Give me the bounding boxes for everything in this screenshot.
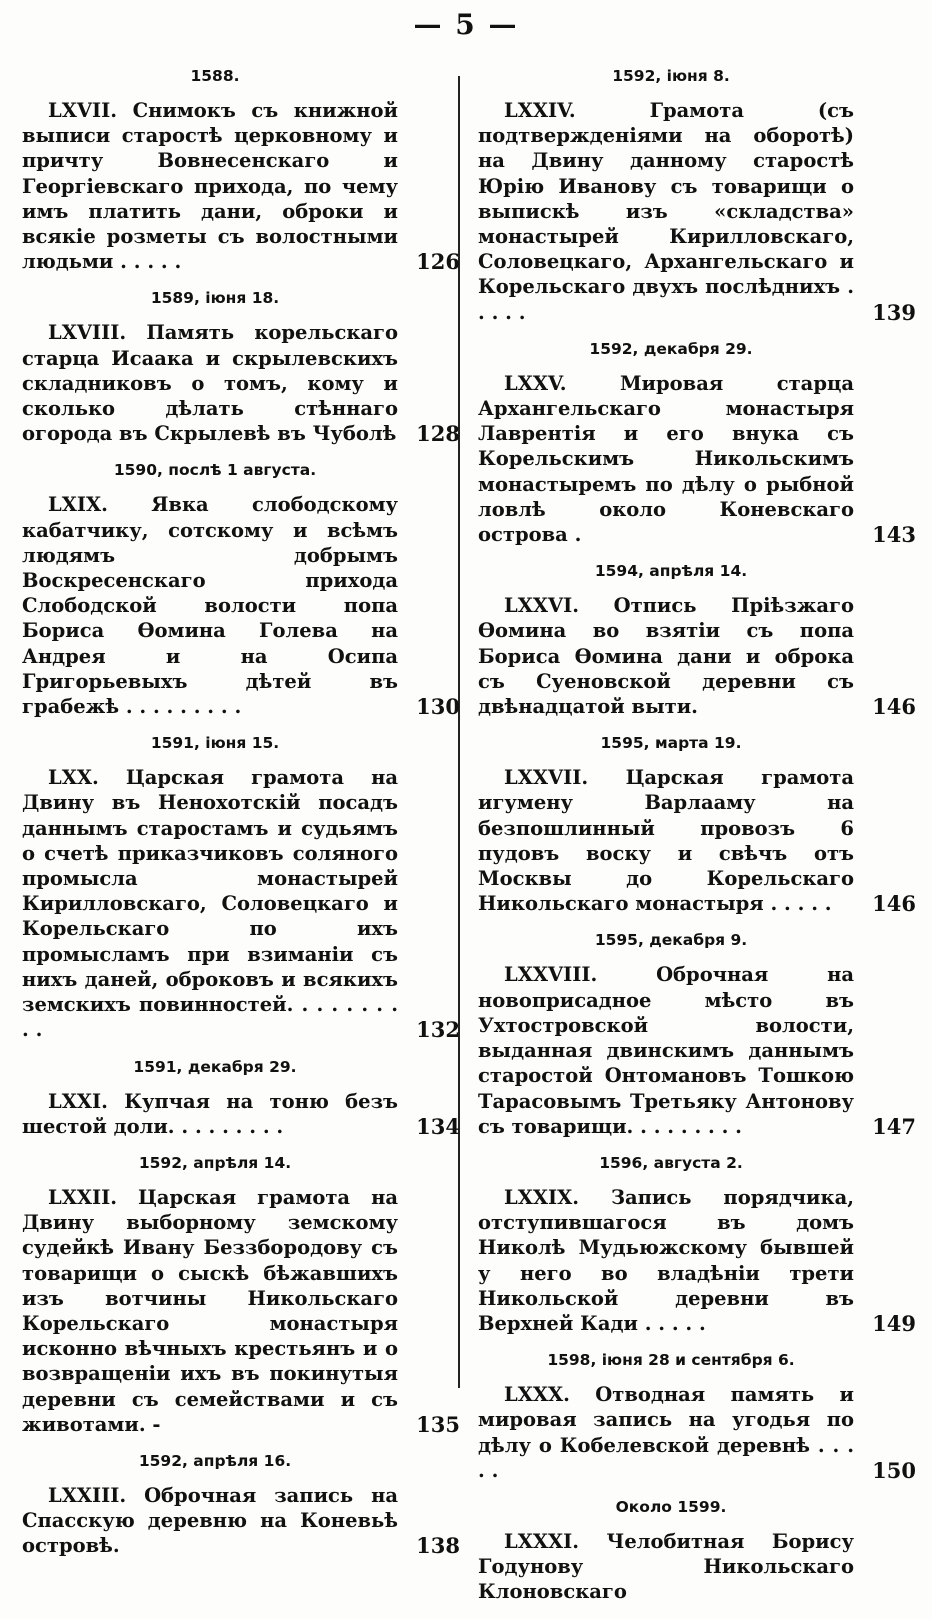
- entry-page-number: 147: [872, 1113, 916, 1139]
- entry-number: LXX.: [48, 766, 99, 790]
- entry-page-number: 134: [416, 1113, 460, 1139]
- entry-date: 1594, апрѣля 14.: [594, 562, 748, 581]
- entry-description: Запись порядчика, отступившагося въ домъ Николѣ Мудьюжскому бывшей у него во владѣніи трети Никольской деревни въ Верхней Кади . . . . .: [478, 1185, 854, 1335]
- entry-number: LXXV.: [504, 371, 567, 395]
- entry-date: 1598, іюня 28 и сентября 6.: [547, 1351, 795, 1370]
- page-number: — 5 —: [413, 8, 519, 41]
- toc-entry: [22, 320, 460, 446]
- left-column: [22, 66, 460, 1573]
- entry-description: Царская грамота на Двину въ Ненохотскій посадъ даннымъ старостамъ и судьямъ о счетѣ приказчиковъ соляного промысла монастырей Кирилловскаго, Соловецкаго и Корельскаго по ихъ промысламъ при взиманіи съ нихъ даней, оброковъ и всякихъ земскихъ повинностей. . . . . . . . . .: [22, 766, 398, 1042]
- entry-page-number: 143: [872, 522, 916, 548]
- entry-description: Отпись Пріѣзжаго Ѳомина во взятіи съ попа Бориса Ѳомина дани и оброка съ Суеновской деревни съ двѣнадцатой выти.: [478, 594, 854, 719]
- entry-page-number: 130: [416, 694, 460, 720]
- entry-page-number: 132: [416, 1017, 460, 1043]
- entry-description: Грамота (съ подтвержденіями на оборотѣ) на Двину данному старостѣ Юрію Иванову съ товарищи о выпискѣ изъ «складства» монастырей Кирилловскаго, Соловецкаго, Архангельскаго и Корельскаго двухъ послѣднихъ . . . . .: [478, 99, 854, 324]
- entry-page-number: 128: [416, 421, 460, 447]
- entry-date: 1592, апрѣля 16.: [138, 1451, 292, 1470]
- entry-date: 1592, апрѣля 14.: [138, 1153, 292, 1172]
- entry-number: LXVII.: [48, 99, 118, 122]
- entry-date: 1589, іюня 18.: [150, 289, 280, 308]
- toc-entry: [478, 1382, 916, 1483]
- toc-entry: [478, 1185, 916, 1336]
- entry-text: [22, 1089, 398, 1139]
- entry-page-number: 146: [872, 694, 916, 720]
- toc-entry: [478, 98, 916, 325]
- entry-number: LXVIII.: [48, 321, 127, 345]
- entry-number: LXXIV.: [504, 99, 576, 122]
- entry-page-number: 150: [872, 1457, 916, 1483]
- toc-entry: [22, 1089, 460, 1139]
- entry-description: Царская грамота игумену Варлааму на безпошлинный провозъ 6 пудовъ воску и свѣчъ отъ Москвы до Корельскаго Никольскаго монастыря . . . . .: [478, 766, 854, 916]
- entry-date: 1596, августа 2.: [599, 1153, 743, 1172]
- entry-date: 1592, декабря 29.: [589, 339, 753, 358]
- entry-description: Оброчная на новоприсадное мѣсто въ Ухтостровской волости, выданная двинскимъ даннымъ старостой Онтомановъ Тошкою Тарасовымъ Третьяку Антонову съ товарищи. . . . . . . . .: [478, 963, 854, 1138]
- entry-text: [478, 1529, 854, 1605]
- right-column: [478, 66, 916, 1619]
- entry-text: [478, 962, 854, 1138]
- entry-page-number: 149: [872, 1310, 916, 1336]
- entry-description: Снимокъ съ книжной выписи старостѣ церковному и причту Вовнесенскаго и Георгіевскаго прихода, по чему имъ платить дани, оброки и всякіе розметы съ волостными людьми . . . . .: [22, 99, 399, 274]
- entry-date: 1591, декабря 29.: [133, 1057, 297, 1076]
- entry-page-number: 139: [872, 299, 916, 325]
- entry-number: LXXI.: [48, 1089, 108, 1113]
- entry-text: [478, 765, 854, 916]
- entry-text: [478, 98, 854, 325]
- toc-entry: [478, 593, 916, 719]
- entry-number: LXXIII.: [48, 1483, 127, 1507]
- toc-entry: [478, 1529, 916, 1605]
- entry-text: [22, 492, 398, 719]
- toc-entry: [478, 962, 916, 1138]
- toc-entry: [22, 1483, 460, 1559]
- entry-date: 1592, іюня 8.: [612, 67, 730, 85]
- entry-date: 1595, марта 19.: [600, 734, 742, 753]
- entry-number: LXXVIII.: [504, 963, 598, 987]
- entry-text: [478, 593, 854, 719]
- entry-page-number: 138: [416, 1533, 460, 1559]
- entry-text: [22, 1483, 398, 1559]
- entry-text: [478, 1185, 854, 1336]
- entry-description: Оброчная запись на Спасскую деревню на Коневьѣ островѣ.: [22, 1483, 398, 1558]
- toc-entry: [478, 371, 916, 547]
- toc-entry: [22, 765, 460, 1042]
- entry-page-number: 126: [416, 249, 460, 275]
- entry-text: [22, 320, 398, 446]
- entry-description: Купчая на тоню безъ шестой доли. . . . . . . . .: [22, 1089, 398, 1138]
- entry-number: LXXIX.: [504, 1185, 580, 1209]
- entry-number: LXXX.: [504, 1383, 570, 1407]
- entry-number: LXXII.: [48, 1185, 118, 1209]
- entry-text: [478, 1382, 854, 1483]
- entry-description: Царская грамота на Двину выборному земскому судейкѣ Ивану Беззбородову съ товарищи о сыскѣ бѣжавшихъ изъ вотчины Никольскаго Корельскаго монастыря исконно вѣчныхъ крестьянъ и о возвращеніи ихъ въ покинутыя деревни съ семействами и съ животами. -: [22, 1185, 398, 1436]
- entry-description: Мировая старца Архангельскаго монастыря Лаврентія и его внука съ Корельскимъ Никольскимъ монастыремъ по дѣлу о рыбной ловлѣ около Коневскаго острова .: [478, 371, 854, 547]
- entry-description: Явка слободскому кабатчику, сотскому и всѣмъ людямъ добрымъ Воскресенскаго прихода Слободской волости попа Бориса Ѳомина Голева на Андрея и на Осипа Григорьевыхъ дѣтей въ грабежѣ . . . . . . . . .: [22, 493, 398, 719]
- entry-number: LXXVI.: [504, 594, 580, 618]
- entry-page-number: 135: [416, 1411, 460, 1437]
- entry-text: [478, 371, 854, 547]
- entry-number: LXXXI.: [504, 1529, 580, 1553]
- toc-entry: [22, 1185, 460, 1437]
- entry-date: 1591, іюня 15.: [150, 734, 280, 753]
- entry-description: Память корельскаго старца Исаака и скрылевскихъ складниковъ о томъ, кому и сколько дѣлать стѣннаго огорода въ Скрылевѣ въ Чуболѣ: [22, 321, 398, 446]
- entry-page-number: 146: [872, 891, 916, 917]
- entry-number: LXXVII.: [504, 766, 589, 790]
- entry-text: [22, 1185, 398, 1437]
- toc-entry: [22, 492, 460, 719]
- entry-text: [22, 765, 398, 1042]
- entry-description: Отводная память и мировая запись на угодья по дѣлу о Кобелевской деревнѣ . . . . .: [478, 1383, 855, 1482]
- entry-description: Челобитная Борису Годунову Никольскаго Клоновскаго: [478, 1529, 854, 1604]
- entry-text: [22, 98, 398, 274]
- entry-date: 1590, послѣ 1 августа.: [113, 461, 317, 480]
- toc-entry: [478, 765, 916, 916]
- entry-date: 1595, декабря 9.: [594, 931, 748, 950]
- entry-date: 1588.: [190, 67, 240, 85]
- entry-number: LXIX.: [48, 493, 108, 517]
- toc-entry: [22, 98, 460, 274]
- entry-date: Около 1599.: [615, 1497, 727, 1516]
